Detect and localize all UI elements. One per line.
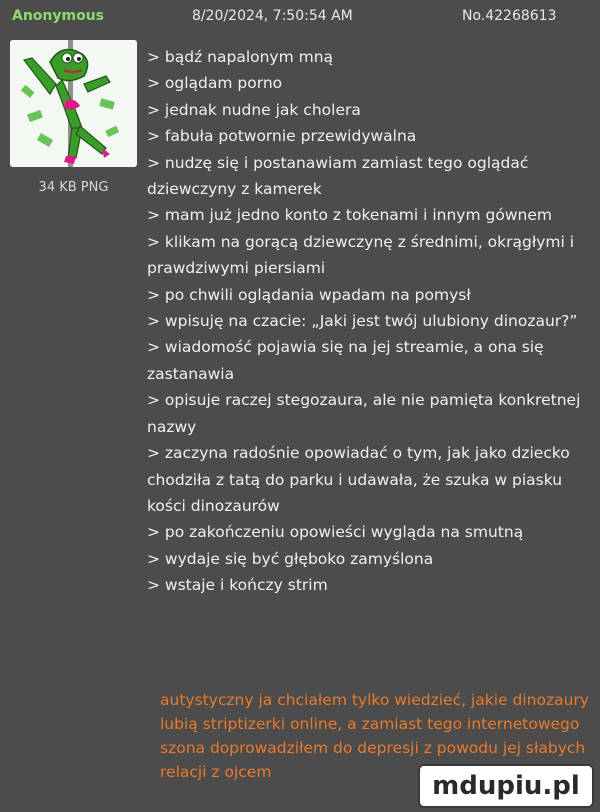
site-watermark-logo: mdupiu.pl <box>420 766 592 806</box>
frog-image-thumbnail[interactable] <box>10 40 137 167</box>
greentext-line: > wiadomość pojawia się na jej streamie, a ona się zastanawia <box>147 334 595 387</box>
post-number[interactable]: No.42268613 <box>462 8 557 24</box>
greentext-line: > zaczyna radośnie opowiadać o tym, jak jako dziecko chodziła z tatą do parku i udawała, że szuka w piasku kości dinozaurów <box>147 440 595 519</box>
greentext-line: > wstaje i kończy strim <box>147 572 595 598</box>
greentext-line: > klikam na gorącą dziewczynę z średnimi, okrągłymi i prawdziwymi piersiami <box>147 229 595 282</box>
greentext-line: > wydaje się być głęboko zamyślona <box>147 546 595 572</box>
greentext-line: > jednak nudne jak cholera <box>147 97 595 123</box>
post-datetime: 8/20/2024, 7:50:54 AM <box>192 8 353 24</box>
pepe-pole-dance-icon <box>10 40 137 167</box>
poster-name[interactable]: Anonymous <box>12 8 105 24</box>
greentext-line: > po chwili oglądania wpadam na pomysł <box>147 282 595 308</box>
greentext-line: > fabuła potwornie przewidywalna <box>147 123 595 149</box>
post-header <box>0 0 600 32</box>
greentext-line: > oglądam porno <box>147 70 595 96</box>
file-info: 34 KB PNG <box>38 180 109 195</box>
greentext-line: > nudzę się i postanawiam zamiast tego oglądać dziewczyny z kamerek <box>147 150 595 203</box>
greentext-line: > mam już jedno konto z tokenami i innym gównem <box>147 202 595 228</box>
post-body <box>147 44 595 599</box>
greentext-line: > opisuje raczej stegozaura, ale nie pamięta konkretnej nazwy <box>147 387 595 440</box>
greentext-line: > wpisuję na czacie: „Jaki jest twój ulubiony dinozaur?” <box>147 308 595 334</box>
post-ending-text: autystyczny ja chciałem tylko wiedzieć, jakie dinozaury lubią striptizerki online, a zamiast tego internetowego szona doprowadziłem do depresji z powodu jej słabych relacji z ojcem <box>160 691 589 781</box>
greentext-line: > bądź napalonym mną <box>147 44 595 70</box>
greentext-line: > po zakończeniu opowieści wygląda na smutną <box>147 519 595 545</box>
